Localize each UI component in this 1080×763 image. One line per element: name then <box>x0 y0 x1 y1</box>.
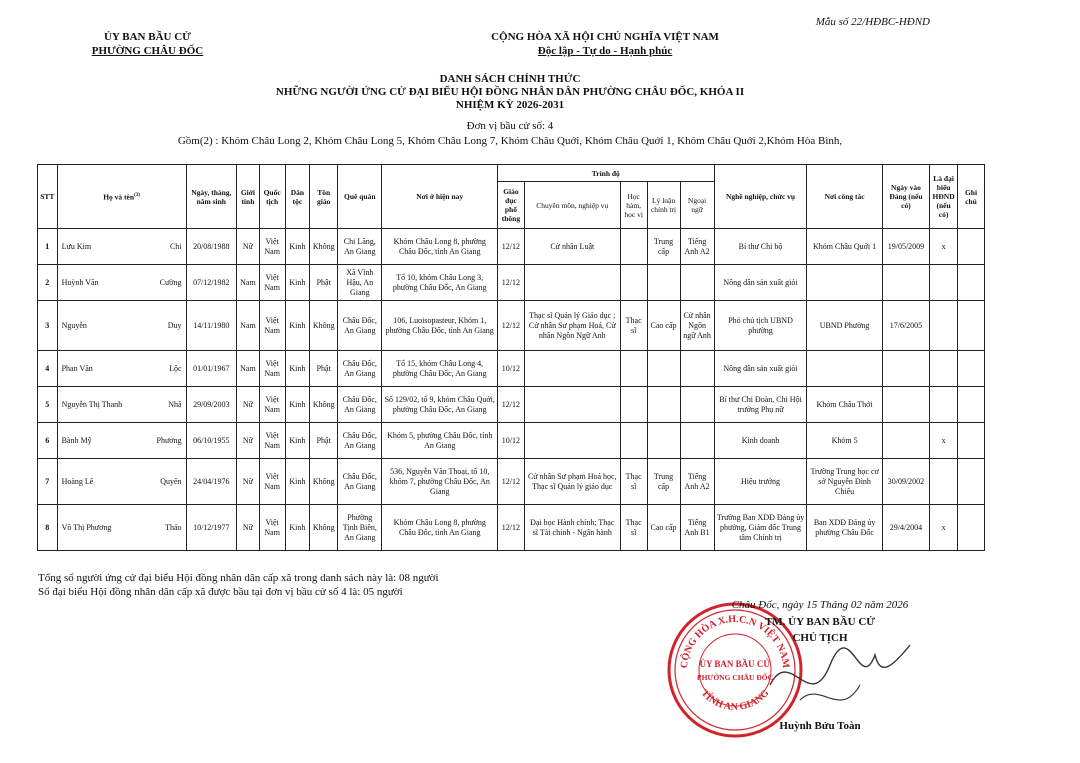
header-gender: Giới tính <box>237 165 260 229</box>
cell-gender: Nữ <box>237 459 260 505</box>
cell-academic <box>620 387 647 423</box>
cell-name <box>57 423 186 459</box>
cell-general-edu: 12/12 <box>498 229 525 265</box>
cell-dob: 07/12/1982 <box>186 265 237 301</box>
cell-occupation: Bí thư Chi Đoàn, Chi Hội trưởng Phụ nữ <box>714 387 807 423</box>
header-professional: Chuyên môn, nghiệp vụ <box>524 182 620 229</box>
cell-political <box>647 265 680 301</box>
cell-foreign-lang: Tiếng Anh B1 <box>680 505 714 551</box>
cell-occupation: Bí thư Chi bộ <box>714 229 807 265</box>
cell-foreign-lang: Tiếng Anh A2 <box>680 229 714 265</box>
cell-party-date: 30/09/2002 <box>882 459 929 505</box>
cell-professional <box>524 423 620 459</box>
cell-academic <box>620 229 647 265</box>
cell-surname: Nguyễn Thị Thanh <box>61 399 123 409</box>
cell-dob: 14/11/1980 <box>186 301 237 351</box>
stamp-outer-text: CỘNG HÒA X.H.C.N VIỆT NAM <box>678 613 792 669</box>
cell-nationality: Việt Nam <box>259 265 285 301</box>
cell-is-delegate <box>930 351 958 387</box>
cell-note <box>958 505 985 551</box>
cell-nationality: Việt Nam <box>259 387 285 423</box>
cell-professional <box>524 387 620 423</box>
org-line2: PHƯỜNG CHÂU ĐỐC <box>91 45 204 57</box>
cell-workplace <box>807 351 882 387</box>
cell-general-edu: 12/12 <box>498 505 525 551</box>
cell-party-date <box>882 351 929 387</box>
cell-stt: 2 <box>38 265 58 301</box>
cell-professional: Đại học Hành chính; Thạc sĩ Tài chính - Ngân hành <box>524 505 620 551</box>
cell-residence: Khóm Châu Long 8, phường Châu Đốc, tỉnh An Giang <box>382 505 498 551</box>
cell-dob: 24/04/1976 <box>186 459 237 505</box>
cell-given-name: Nhã <box>168 399 182 409</box>
cell-is-delegate <box>930 301 958 351</box>
cell-nationality: Việt Nam <box>259 229 285 265</box>
cell-religion: Không <box>310 459 338 505</box>
cell-academic <box>620 265 647 301</box>
cell-nationality: Việt Nam <box>259 301 285 351</box>
cell-stt: 8 <box>38 505 58 551</box>
cell-foreign-lang: Cử nhân Ngôn ngữ Anh <box>680 301 714 351</box>
cell-dob: 10/12/1977 <box>186 505 237 551</box>
cell-surname: Lưu Kim <box>61 241 92 251</box>
cell-foreign-lang <box>680 387 714 423</box>
cell-gender: Nữ <box>237 229 260 265</box>
cell-stt: 6 <box>38 423 58 459</box>
cell-general-edu: 12/12 <box>498 459 525 505</box>
cell-academic <box>620 351 647 387</box>
cell-surname: Hoàng Lê <box>61 476 94 486</box>
cell-given-name: Lộc <box>169 363 182 373</box>
cell-surname: Bành Mỹ <box>61 435 92 445</box>
cell-workplace: Khóm 5 <box>807 423 882 459</box>
candidate-table <box>37 164 985 551</box>
cell-dob: 20/08/1988 <box>186 229 237 265</box>
cell-ethnicity: Kinh <box>285 301 310 351</box>
cell-stt: 7 <box>38 459 58 505</box>
header-dob: Ngày, tháng, năm sinh <box>186 165 237 229</box>
cell-surname: Phan Văn <box>61 363 93 373</box>
header-name: Họ và tên$^{(3)}$ <box>57 165 186 229</box>
nation-line1: CỘNG HÒA XÃ HỘI CHỦ NGHĨA VIỆT NAM <box>491 31 719 43</box>
issuing-organization <box>60 30 235 58</box>
table-row <box>38 351 985 387</box>
cell-is-delegate <box>930 459 958 505</box>
org-line1: ỦY BAN BẦU CỬ <box>104 31 191 43</box>
cell-political <box>647 387 680 423</box>
cell-name <box>57 351 186 387</box>
header-occupation: Nghề nghiệp, chức vụ <box>714 165 807 229</box>
total-candidates: Tổng số người ứng cử đại biểu Hội đồng nhân dân cấp xã trong danh sách này là: 08 người <box>38 572 439 584</box>
cell-gender: Nam <box>237 265 260 301</box>
cell-foreign-lang <box>680 423 714 459</box>
cell-ethnicity: Kinh <box>285 265 310 301</box>
cell-professional <box>524 265 620 301</box>
cell-general-edu: 10/12 <box>498 351 525 387</box>
header-residence: Nơi ở hiện nay <box>382 165 498 229</box>
cell-hometown: Châu Đốc, An Giang <box>338 459 382 505</box>
cell-name <box>57 387 186 423</box>
stamp-bottom-text: TỈNH AN GIANG <box>698 687 772 713</box>
cell-academic: Thạc sĩ <box>620 301 647 351</box>
cell-religion: Phật <box>310 265 338 301</box>
cell-political: Cao cấp <box>647 505 680 551</box>
summary <box>38 571 638 599</box>
cell-hometown: Xã Vĩnh Hậu, An Giang <box>338 265 382 301</box>
cell-is-delegate: x <box>930 229 958 265</box>
election-unit: Đơn vị bầu cử số: 4 <box>466 120 554 132</box>
cell-ethnicity: Kinh <box>285 423 310 459</box>
cell-ethnicity: Kinh <box>285 229 310 265</box>
header-ethnicity: Dân tộc <box>285 165 310 229</box>
cell-occupation: Nông dân sản xuất giỏi <box>714 351 807 387</box>
header-political: Lý luận chính trị <box>647 182 680 229</box>
cell-nationality: Việt Nam <box>259 505 285 551</box>
cell-party-date: 29/4/2004 <box>882 505 929 551</box>
table-row <box>38 459 985 505</box>
cell-ethnicity: Kinh <box>285 505 310 551</box>
header-workplace: Nơi công tác <box>807 165 882 229</box>
cell-political: Trung cấp <box>647 229 680 265</box>
cell-party-date <box>882 265 929 301</box>
cell-hometown: Chi Lăng, An Giang <box>338 229 382 265</box>
cell-political <box>647 351 680 387</box>
table-row <box>38 265 985 301</box>
cell-foreign-lang <box>680 265 714 301</box>
stamp-center-line2: PHƯỜNG CHÂU ĐỐC <box>697 673 773 682</box>
cell-dob: 06/10/1955 <box>186 423 237 459</box>
cell-political: Cao cấp <box>647 301 680 351</box>
cell-name <box>57 301 186 351</box>
cell-given-name: Duy <box>167 320 182 330</box>
cell-general-edu: 10/12 <box>498 423 525 459</box>
cell-religion: Phật <box>310 351 338 387</box>
cell-professional: Cử nhân Sư phạm Hoá học, Thạc sĩ Quản lý giáo dục <box>524 459 620 505</box>
cell-general-edu: 12/12 <box>498 265 525 301</box>
cell-gender: Nữ <box>237 423 260 459</box>
cell-given-name: Thảo <box>165 522 182 532</box>
cell-ethnicity: Kinh <box>285 387 310 423</box>
cell-academic: Thạc sĩ <box>620 505 647 551</box>
cell-dob: 01/01/1967 <box>186 351 237 387</box>
signer-name: Huỳnh Bửu Toàn <box>779 720 861 732</box>
stamp-center-line1: ỦY BAN BẦU CỬ <box>699 659 771 669</box>
cell-nationality: Việt Nam <box>259 423 285 459</box>
cell-residence: 106, Luoisopasteur, Khóm 1, phường Châu Đốc, tỉnh An Giang <box>382 301 498 351</box>
header-stt: STT <box>38 165 58 229</box>
cell-is-delegate: x <box>930 505 958 551</box>
cell-gender: Nữ <box>237 505 260 551</box>
cell-given-name: Cường <box>159 277 182 287</box>
cell-nationality: Việt Nam <box>259 459 285 505</box>
election-unit-areas: Gồm(2) : Khóm Châu Long 2, Khóm Châu Long 5, Khóm Châu Long 7, Khóm Châu Quới, Khóm Châu Quới 1, Khóm Châu Quới 2,Khóm Hòa Bình, <box>177 135 843 147</box>
cell-party-date: 19/05/2009 <box>882 229 929 265</box>
cell-nationality: Việt Nam <box>259 351 285 387</box>
cell-religion: Không <box>310 505 338 551</box>
header-religion: Tôn giáo <box>310 165 338 229</box>
header-hometown: Quê quán <box>338 165 382 229</box>
cell-occupation: Nông dân sản xuất giỏi <box>714 265 807 301</box>
title-line2: NHỮNG NGƯỜI ỨNG CỬ ĐẠI BIỂU HỘI ĐỒNG NHÂN DÂN PHƯỜNG CHÂU ĐỐC, KHÓA II <box>275 86 745 98</box>
cell-academic: Thạc sĩ <box>620 459 647 505</box>
title-line1: DANH SÁCH CHÍNH THỨC <box>439 73 581 85</box>
cell-is-delegate <box>930 387 958 423</box>
cell-note <box>958 265 985 301</box>
header-education: Trình độ <box>498 165 715 182</box>
header-is-delegate: Là đại biểu HĐND (nếu có) <box>930 165 958 229</box>
cell-name <box>57 229 186 265</box>
cell-workplace: Ban XDĐ Đảng ủy phường Châu Đốc <box>807 505 882 551</box>
header-general-edu: Giáo dục phổ thông <box>498 182 525 229</box>
cell-note <box>958 423 985 459</box>
cell-is-delegate: x <box>930 423 958 459</box>
cell-political: Trung cấp <box>647 459 680 505</box>
title-line3: NHIỆM KỲ 2026-2031 <box>455 99 565 111</box>
cell-stt: 1 <box>38 229 58 265</box>
cell-gender: Nam <box>237 351 260 387</box>
cell-given-name: Chi <box>169 241 182 251</box>
cell-note <box>958 351 985 387</box>
cell-workplace: Trường Trung học cơ sở Nguyễn Đình Chiểu <box>807 459 882 505</box>
nation-motto: Độc lập - Tự do - Hạnh phúc <box>537 45 673 57</box>
table-row <box>38 423 985 459</box>
cell-occupation: Hiệu trưởng <box>714 459 807 505</box>
cell-workplace <box>807 265 882 301</box>
cell-religion: Không <box>310 229 338 265</box>
signing-date: Châu Đốc, ngày 15 Tháng 02 năm 2026 <box>731 599 909 611</box>
cell-residence: Khóm Châu Long 8, phường Châu Đốc, tỉnh An Giang <box>382 229 498 265</box>
sign-title: CHỦ TỊCH <box>792 632 848 644</box>
table-row <box>38 229 985 265</box>
cell-professional <box>524 351 620 387</box>
cell-note <box>958 301 985 351</box>
cell-stt: 5 <box>38 387 58 423</box>
cell-surname: Võ Thị Phương <box>61 522 112 532</box>
signing-authority <box>700 614 940 646</box>
header-nationality: Quốc tịch <box>259 165 285 229</box>
cell-occupation: Kinh doanh <box>714 423 807 459</box>
cell-name <box>57 505 186 551</box>
cell-surname: Huỳnh Văn <box>61 277 99 287</box>
cell-dob: 29/09/2003 <box>186 387 237 423</box>
cell-workplace: Khóm Châu Thới <box>807 387 882 423</box>
form-number: Mẫu số 22/HĐBC-HĐND <box>815 16 930 28</box>
cell-given-name: Phương <box>156 435 182 445</box>
cell-foreign-lang <box>680 351 714 387</box>
cell-hometown: Châu Đốc, An Giang <box>338 301 382 351</box>
cell-name <box>57 459 186 505</box>
cell-religion: Phật <box>310 423 338 459</box>
cell-general-edu: 12/12 <box>498 387 525 423</box>
cell-stt: 4 <box>38 351 58 387</box>
cell-political <box>647 423 680 459</box>
cell-residence: Khóm 5, phường Châu Đốc, tỉnh An Giang <box>382 423 498 459</box>
cell-party-date <box>882 423 929 459</box>
cell-residence: Tổ 10, khóm Châu Long 3, phường Châu Đốc, An Giang <box>382 265 498 301</box>
cell-note <box>958 229 985 265</box>
cell-foreign-lang: Tiếng Anh A2 <box>680 459 714 505</box>
document-title <box>200 73 820 112</box>
cell-workplace: Khóm Châu Quới 1 <box>807 229 882 265</box>
header-academic: Học hàm, học vị <box>620 182 647 229</box>
cell-name <box>57 265 186 301</box>
cell-residence: Số 129/02, tổ 9, khóm Châu Quới, phường Châu Đốc, An Giang <box>382 387 498 423</box>
cell-professional: Thạc sĩ Quản lý Giáo dục ; Cử nhân Sư phạm Hoá, Cử nhân Ngôn Ngữ Anh <box>524 301 620 351</box>
cell-note <box>958 387 985 423</box>
cell-general-edu: 12/12 <box>498 301 525 351</box>
header-note: Ghi chú <box>958 165 985 229</box>
national-heading <box>430 30 780 58</box>
cell-ethnicity: Kinh <box>285 459 310 505</box>
cell-ethnicity: Kinh <box>285 351 310 387</box>
header-foreign-lang: Ngoại ngữ <box>680 182 714 229</box>
cell-professional: Cử nhân Luật <box>524 229 620 265</box>
cell-hometown: Phường Tịnh Biên, An Giang <box>338 505 382 551</box>
cell-note <box>958 459 985 505</box>
table-row <box>38 505 985 551</box>
cell-stt: 3 <box>38 301 58 351</box>
cell-workplace: UBND Phường <box>807 301 882 351</box>
elected-count: Số đại biểu Hội đồng nhân dân cấp xã được bầu tại đơn vị bầu cử số 4 là: 05 người <box>38 586 403 598</box>
cell-religion: Không <box>310 387 338 423</box>
cell-hometown: Châu Đốc, An Giang <box>338 351 382 387</box>
cell-hometown: Châu Đốc, An Giang <box>338 423 382 459</box>
cell-gender: Nữ <box>237 387 260 423</box>
table-row <box>38 301 985 351</box>
cell-academic <box>620 423 647 459</box>
cell-religion: Không <box>310 301 338 351</box>
cell-residence: 536, Nguyễn Văn Thoại, tổ 10, khóm 7, phường Châu Đốc, An Giang <box>382 459 498 505</box>
cell-given-name: Quyên <box>160 476 182 486</box>
cell-occupation: Phó chủ tịch UBND phường <box>714 301 807 351</box>
cell-surname: Nguyễn <box>61 320 87 330</box>
sign-org: TM. ỦY BAN BẦU CỬ <box>764 616 876 628</box>
cell-party-date: 17/6/2005 <box>882 301 929 351</box>
cell-residence: Tổ 15, khóm Châu Long 4, phường Châu Đốc, An Giang <box>382 351 498 387</box>
cell-is-delegate <box>930 265 958 301</box>
table-row <box>38 387 985 423</box>
cell-party-date <box>882 387 929 423</box>
cell-gender: Nam <box>237 301 260 351</box>
cell-occupation: Trưởng Ban XDĐ Đảng ủy phường, Giám đốc Trung tâm Chính trị <box>714 505 807 551</box>
cell-hometown: Châu Đốc, An Giang <box>338 387 382 423</box>
header-party-date: Ngày vào Đảng (nếu có) <box>882 165 929 229</box>
